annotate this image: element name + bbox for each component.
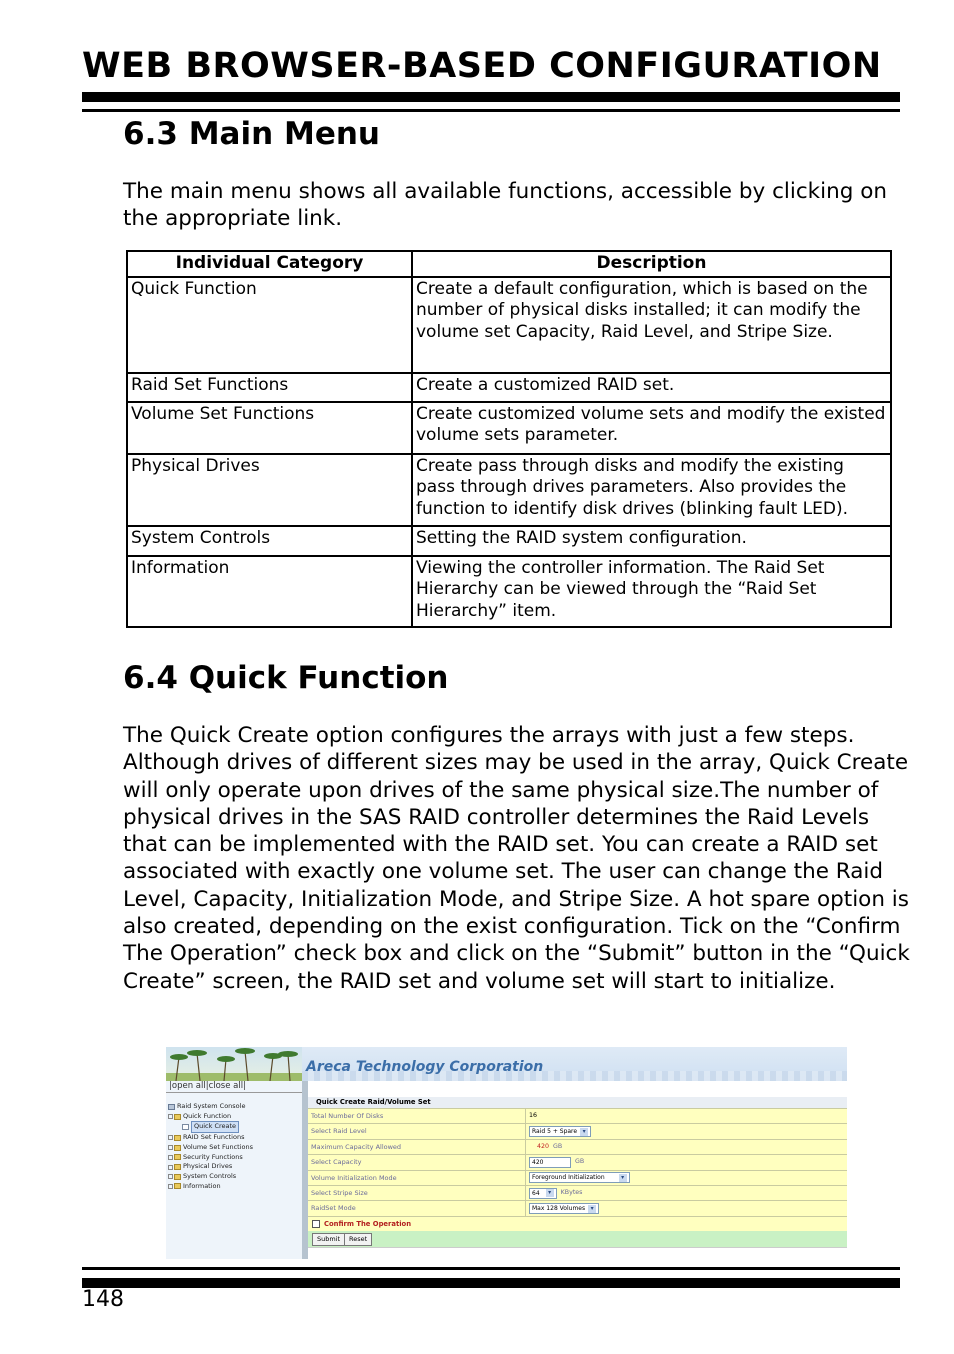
- table-cell-description: Viewing the controller information. The Raid Set Hierarchy can be viewed through the “Raid Set Hierarchy” item.: [412, 556, 891, 628]
- quick-function-body: The Quick Create option configures the arrays with just a few steps. Although drives of different sizes may be used in the array, Quick Create will only operate upon drives of the same physical size.The number of physical drives in the SAS RAID controller determines the Raid Levels that can be implemented with the RAID set. You can create a RAID set associated with exactly one volume set. The user can change the Raid Level, Capacity, Initialization Mode, and Stripe Size. A hot spare option is also created, depending on the exist configuration. Tick on the “Confirm The Operation” check box and click on the “Submit” button in the “Quick Create” screen, the RAID set and volume set will start to initialize.: [123, 723, 910, 994]
- table-row: [308, 1200, 847, 1216]
- table-row: [308, 1139, 847, 1154]
- confirm-row: [308, 1217, 847, 1231]
- sidebar-tree: [168, 1102, 253, 1191]
- expand-icon: [168, 1174, 173, 1179]
- confirm-label: Confirm The Operation: [324, 1220, 412, 1228]
- folder-icon: [174, 1114, 181, 1120]
- folder-icon: [174, 1164, 181, 1170]
- table-cell-category: Information: [127, 556, 412, 628]
- page-header-title: WEB BROWSER-BASED CONFIGURATION: [82, 46, 882, 86]
- quick-create-screenshot: [166, 1047, 847, 1259]
- tree-item-raid-system-console[interactable]: Raid System Console: [168, 1102, 253, 1112]
- tree-item-quick-function[interactable]: Quick Function: [168, 1112, 253, 1122]
- table-row: [308, 1185, 847, 1200]
- raidset-mode-label: RaidSet Mode: [308, 1201, 525, 1215]
- table-cell-category: System Controls: [127, 526, 412, 556]
- table-row: [127, 277, 891, 373]
- tree-item-quick-create[interactable]: Quick Create: [168, 1121, 253, 1133]
- table-cell-description: Setting the RAID system configuration.: [412, 526, 891, 556]
- table-cell-description: Create pass through disks and modify the existing pass through drives parameters. Also provides the function to identify disk drives (blinking fault LED).: [412, 454, 891, 526]
- chevron-down-icon: ▾: [580, 1128, 588, 1136]
- sidebar-divider: [166, 1092, 302, 1093]
- page-icon: [182, 1124, 189, 1130]
- footer-rule-thick: [82, 1267, 900, 1270]
- select-capacity-label: Select Capacity: [308, 1155, 525, 1169]
- raidset-mode-select[interactable]: Max 128 Volumes ▾: [529, 1203, 599, 1214]
- table-cell-description: Create a default configuration, which is based on the number of physical disks installed; it can modify the volume set Capacity, Raid Level, and Stripe Size.: [412, 277, 891, 373]
- table-cell-category: Quick Function: [127, 277, 412, 373]
- folder-icon: [174, 1183, 181, 1189]
- table-row: [308, 1123, 847, 1138]
- table-header-category: Individual Category: [127, 251, 412, 277]
- tree-item-volume-set-functions[interactable]: Volume Set Functions: [168, 1143, 253, 1153]
- category-table: [126, 250, 892, 628]
- section-heading-main-menu: 6.3 Main Menu: [123, 116, 380, 152]
- palm-trees-logo: [166, 1047, 302, 1081]
- confirm-checkbox[interactable]: [312, 1220, 320, 1228]
- total-disks-value: 16: [529, 1112, 538, 1120]
- table-cell-description: Create a customized RAID set.: [412, 373, 891, 402]
- panel-bottom: [308, 1247, 847, 1259]
- button-bar: [308, 1231, 847, 1247]
- computer-icon: [168, 1104, 175, 1110]
- table-row: [127, 402, 891, 454]
- quick-create-panel: [308, 1097, 847, 1217]
- raid-level-label: Select Raid Level: [308, 1124, 525, 1138]
- table-row: [308, 1154, 847, 1169]
- capacity-input[interactable]: 420: [529, 1157, 571, 1168]
- init-mode-label: Volume Initialization Mode: [308, 1171, 525, 1185]
- table-cell-category: Physical Drives: [127, 454, 412, 526]
- init-mode-select[interactable]: Foreground Initialization ▾: [529, 1172, 630, 1183]
- folder-icon: [174, 1174, 181, 1180]
- expand-icon: [168, 1165, 173, 1170]
- tree-item-system-controls[interactable]: System Controls: [168, 1172, 253, 1182]
- chevron-down-icon: ▾: [546, 1189, 554, 1197]
- open-close-all-link[interactable]: |open all|close all|: [169, 1081, 246, 1091]
- submit-button[interactable]: Submit: [312, 1233, 345, 1246]
- table-row: [308, 1108, 847, 1123]
- max-capacity-unit: GB: [553, 1142, 563, 1150]
- expand-icon: [168, 1114, 173, 1119]
- stripe-size-unit: KBytes: [560, 1189, 583, 1197]
- tree-item-information[interactable]: Information: [168, 1182, 253, 1192]
- footer-rule-heavy: [82, 1278, 900, 1288]
- stripe-size-label: Select Stripe Size: [308, 1186, 525, 1200]
- tree-item-physical-drives[interactable]: Physical Drives: [168, 1162, 253, 1172]
- total-disks-label: Total Number Of Disks: [308, 1109, 525, 1123]
- section-heading-quick-function: 6.4 Quick Function: [123, 660, 449, 696]
- stripe-size-select[interactable]: 64 ▾: [529, 1188, 557, 1199]
- raid-level-select[interactable]: Raid 5 + Spare ▾: [529, 1126, 591, 1137]
- tree-item-security-functions[interactable]: Security Functions: [168, 1153, 253, 1163]
- tree-item-raid-set-functions[interactable]: RAID Set Functions: [168, 1133, 253, 1143]
- max-capacity-value: 420: [537, 1142, 550, 1150]
- folder-icon: [174, 1154, 181, 1160]
- main-menu-intro: The main menu shows all available functions, accessible by clicking on the appropriate link.: [123, 179, 887, 232]
- header-rule-thick: [82, 92, 900, 102]
- table-row: [308, 1170, 847, 1185]
- expand-icon: [168, 1145, 173, 1150]
- table-row: [127, 454, 891, 526]
- capacity-unit: GB: [575, 1158, 585, 1166]
- chevron-down-icon: ▾: [619, 1174, 627, 1182]
- table-row: [127, 526, 891, 556]
- page-number: 148: [82, 1287, 124, 1312]
- table-header-description: Description: [412, 251, 891, 277]
- table-cell-description: Create customized volume sets and modify the existed volume sets parameter.: [412, 402, 891, 454]
- expand-icon: [168, 1184, 173, 1189]
- chevron-down-icon: ▾: [588, 1205, 596, 1213]
- table-row: [127, 556, 891, 628]
- folder-icon: [174, 1135, 181, 1141]
- folder-icon: [174, 1145, 181, 1151]
- company-name: Areca Technology Corporation: [306, 1059, 544, 1075]
- panel-title: Quick Create Raid/Volume Set: [308, 1097, 847, 1108]
- table-row: [127, 373, 891, 402]
- reset-button[interactable]: Reset: [344, 1233, 372, 1246]
- expand-icon: [168, 1155, 173, 1160]
- table-cell-category: Raid Set Functions: [127, 373, 412, 402]
- expand-icon: [168, 1135, 173, 1140]
- max-capacity-label: Maximum Capacity Allowed: [308, 1140, 525, 1154]
- table-cell-category: Volume Set Functions: [127, 402, 412, 454]
- header-rule-thin: [82, 109, 900, 112]
